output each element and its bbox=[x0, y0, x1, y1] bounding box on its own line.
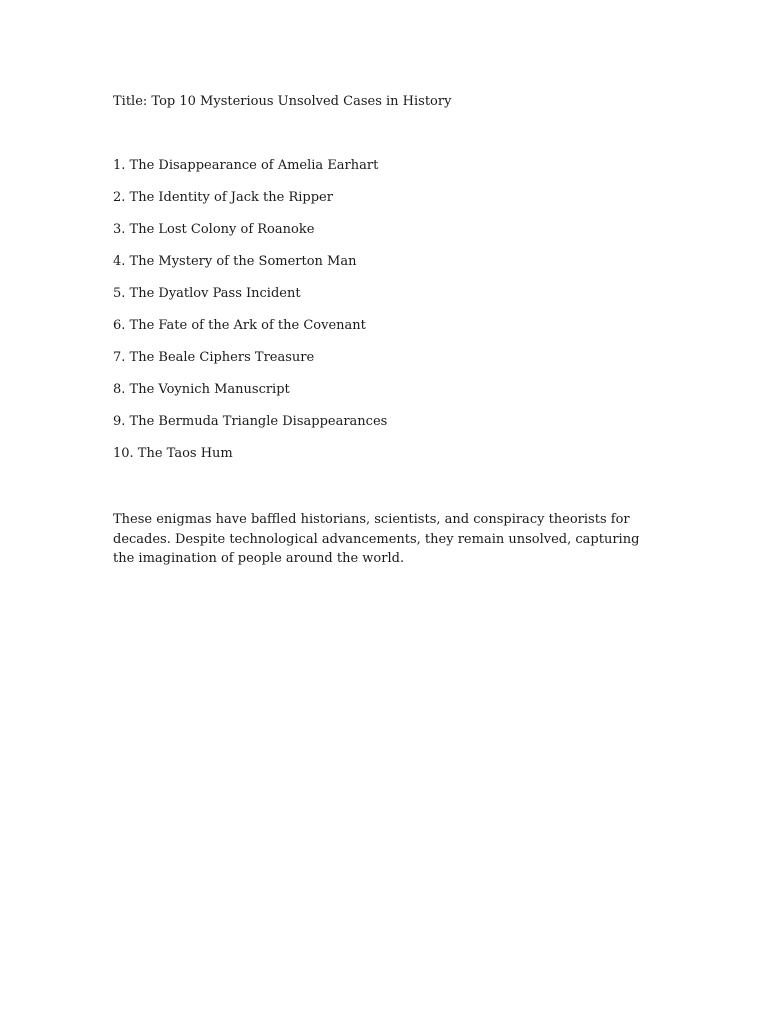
document-title: Title: Top 10 Mysterious Unsolved Cases in History bbox=[113, 94, 452, 109]
list-item: 3. The Lost Colony of Roanoke bbox=[113, 222, 315, 237]
list-item: 5. The Dyatlov Pass Incident bbox=[113, 286, 301, 301]
list-item: 8. The Voynich Manuscript bbox=[113, 382, 290, 397]
closing-paragraph: These enigmas have baffled historians, scientists, and conspiracy theorists for decades. Despite technological advancements, they remain unsolved, capturing the imagination of people around the world. bbox=[113, 512, 640, 566]
list-item: 4. The Mystery of the Somerton Man bbox=[113, 254, 357, 269]
list-item: 7. The Beale Ciphers Treasure bbox=[113, 350, 315, 365]
list-item: 10. The Taos Hum bbox=[113, 446, 233, 461]
list-item: 1. The Disappearance of Amelia Earhart bbox=[113, 158, 379, 173]
list-item: 9. The Bermuda Triangle Disappearances bbox=[113, 414, 388, 429]
list-item: 6. The Fate of the Ark of the Covenant bbox=[113, 318, 366, 333]
case-list bbox=[113, 158, 387, 478]
list-item: 2. The Identity of Jack the Ripper bbox=[113, 190, 333, 205]
